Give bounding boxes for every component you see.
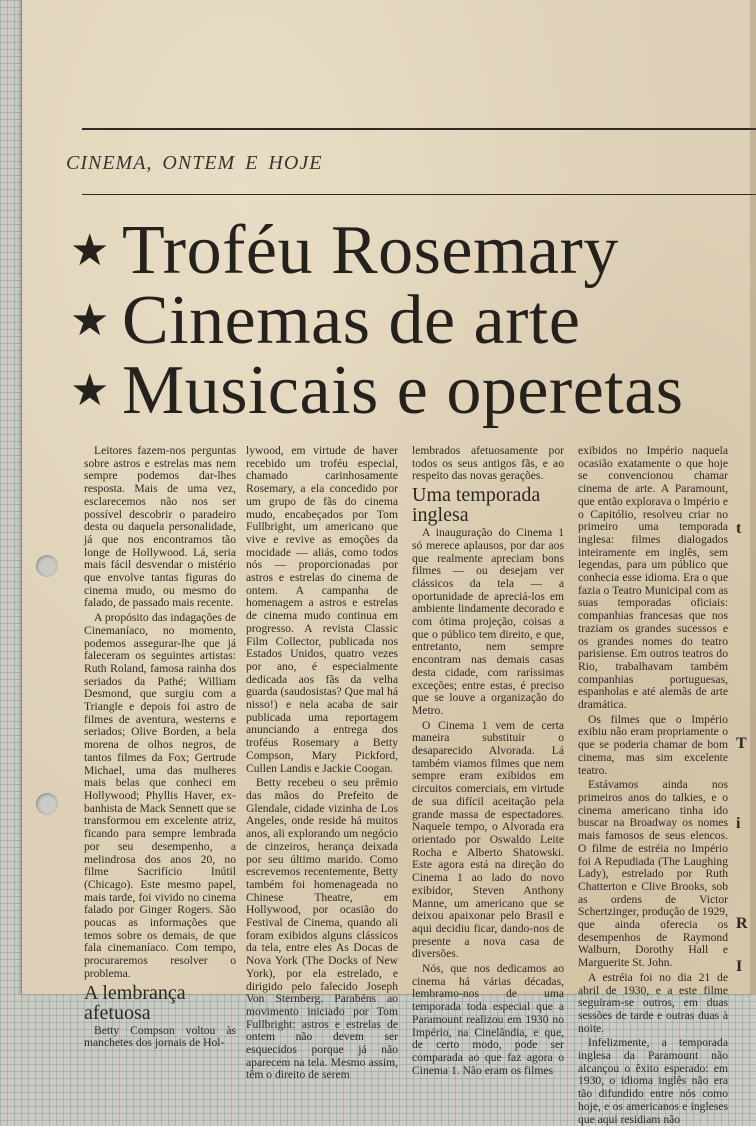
adjacent-column-fragment: t <box>736 520 742 537</box>
paragraph: lywood, em virtude de haver recebido um troféu especial, chamado carinhosamente Rosemary, a ela concedido por um grupo de fãs do cinema mudo, encabeçados por Tom Fullbright, um americano que vive e revive as emoções da mocidade — aliás, como todos nós — proporcionadas por astros e estrelas do cinema de ontem. A campanha de homenagem a astros e estrelas de cinema mudo continua em progresso. A revista Classic Film Collector, publicada nos Estados Unidos, quatro vezes por ano, é especialmente dedicada aos fãs da velha guarda (saudosistas? Que mal há nisso!) e nela acaba de sair publicada uma reportagem anunciando a entrega dos troféus Rosemary a Betty Compson, Mary Pickford, Cullen Landis e Jackie Coogan. <box>246 444 398 775</box>
paragraph: Nós, que nos dedicamos ao cinema há várias décadas, lembramo-nos de uma temporada toda especial que a Paramount realizou em 1930 no Império, na Cinelândia, e que, de certo modo, pode ser comparada ao que faz agora o Cinema 1. Não eram os filmes <box>412 962 564 1077</box>
subheading: Uma temporada inglesa <box>412 484 541 527</box>
section-rule <box>82 194 756 195</box>
paragraph: O Cinema 1 vem de certa maneira substituir o desaparecido Alvorada. Lá também viamos filmes que nem sempre eram exibidos em circuitos comerciais, em virtude de sua difícil aceitação pela grande massa de espectadores. Naquele tempo, o Alvorada era orientado por Oswaldo Leite Rocha e Alberto Shatowski. Este agora está na direção do Cinema 1 ao lado do novo exibidor, Steven Anthony Manne, um americano que se deixou apaixonar pelo Brasil e aqui decidiu ficar, dando-nos de presente a nova casa de diversões. <box>412 718 564 961</box>
paragraph: Estávamos ainda nos primeiros anos do talkies, e o cinema americano tinha ido buscar na Broadway os nomes mais famosos de seus elencos. O filme de estréia no Império foi A Repudiada (The Laughing Lady), estrelado por Ruth Chatterton e Clive Brooks, sob as ordens de Victor Schertzinger, produção de 1929, que ainda oferecia os desempenhos de Raymond Walburn, Dorothy Hall e Marguerite St. John. <box>578 778 728 970</box>
section-title: CINEMA, ONTEM E HOJE <box>66 152 323 174</box>
headline-2 <box>70 282 581 359</box>
paragraph: lembrados afetuosamente por todos os seus antigos fãs, e ao respeito das novas gerações. <box>412 444 564 483</box>
headline-3-text: Musicais e operetas <box>122 352 684 429</box>
adjacent-column-fragment: T <box>736 735 747 752</box>
star-icon: ★ <box>70 295 110 345</box>
headline-3 <box>70 352 684 429</box>
headline-2-text: Cinemas de arte <box>122 282 581 359</box>
column-4 <box>578 444 728 1126</box>
paragraph: Betty Compson voltou às manchetes dos jornais de Hol- <box>84 1023 236 1050</box>
page-fold-edge <box>750 0 756 994</box>
star-icon: ★ <box>70 365 110 415</box>
subheading: A lembrança afetuosa <box>84 981 186 1024</box>
column-1 <box>84 444 236 1050</box>
adjacent-column-fragment: I <box>736 958 743 975</box>
paragraph: A inauguração do Cinema 1 só merece aplausos, por dar aos que realmente apreciam bons filmes — ou desejam ver clássicos da tela — a oportunidade de apreciá-los em ambiente lindamente decorado e com ótima projeção, coisas a que o público tem direito, e que, entretanto, nem sempre encontram nas demais casas desta cidade, com raríssimas exceções; entre estas, é preciso que se louve a organização do Metro. <box>412 526 564 717</box>
paragraph: A estréia foi no dia 21 de abril de 1930, e a este filme seguiram-se outros, em duas sessões de tarde e outras duas à noite. <box>578 970 728 1035</box>
paragraph: Betty recebeu o seu prêmio das mãos do Prefeito de Glendale, cidade vizinha de Los Angeles, onde reside há muitos anos, ali explorando um negócio de cinzeiros, herança deixada por seu último marido. Como escrevemos recentemente, Betty também foi homenageada no Chinese Theatre, em Hollywood, por ocasião do Festival de Cinema, quando ali foram exibidos alguns clássicos da tela, entre eles As Docas de Nova York (The Docks of New York), por ela estrelado, e dirigido pelo falecido Joseph Von Sternberg. Parabéns ao movimento iniciado por Tom Fullbright: astros e estrelas de ontem não devem ser esquecidos porque já não aparecem na tela. Mesmo assim, têm o direito de serem <box>246 776 398 1082</box>
binder-hole <box>36 555 58 577</box>
top-rule <box>82 128 756 130</box>
paragraph: exibidos no Império naquela ocasião exatamente o que hoje se convencionou chamar cinema de arte. A Paramount, que então explorava o Império e o Capitólio, resolveu criar no primeiro uma temporada inglesa: filmes dialogados inteiramente em inglês, sem legendas, para um público que conhecia esse idioma. Era o que fazia o Teatro Municipal com as suas temporadas oficiais: companhias francesas que nos traziam os grandes sucessos e os grandes nomes do teatro parisiense. Em outros teatros do Rio, trabalhavam também companhias portuguesas, espanholas e até alemãs de arte dramática. <box>578 444 728 712</box>
star-icon: ★ <box>70 225 110 275</box>
paragraph: A propósito das indagações de Cinemaníaco, no momento, podemos assegurar-lhe que já faleceram os seguintes artistas: Ruth Roland, famosa rainha dos seriados da Pathé; William Desmond, que surgiu com a Triangle e depois foi astro de filmes de aventura, westerns e seriados; Olive Borden, a bela morena de olhos negros, de tantos filmes da Fox; Gertrude Michael, uma das mulheres mais belas que conheci em Hollywood; Phyllis Haver, ex-banhista de Mack Sennett que se transformou em excelente atriz, ficando para sempre lembrada por seu desempenho, a melindrosa dos anos 20, no filme Sacrifício Inútil (Chicago). Este mesmo papel, mais tarde, foi vivido no cinema falado por Ginger Rogers. São poucas as informações que temos sobre os demais, de que fala cinemaníaco. Com tempo, procuraremos resolver o problema. <box>84 611 236 980</box>
column-3 <box>412 444 564 1077</box>
paragraph: Infelizmente, a temporada inglesa da Paramount não alcançou o êxito esperado: em 1930, o idioma inglês não era tão difundido entre nós como hoje, e os americanos e ingleses que aqui residiam não <box>578 1036 728 1126</box>
adjacent-column-fragment: i <box>736 815 741 832</box>
binder-hole <box>36 793 58 815</box>
headline-1-text: Troféu Rosemary <box>122 212 619 289</box>
paragraph: Leitores fazem-nos perguntas sobre astros e estrelas mas nem sempre podemos dar-lhes resposta. Mais de uma vez, esclarecemos não nos ser possível descobrir o paradeiro desta ou daquela personalidade, já que nos encontramos tão longe de Hollywood. Lá, seria mais fácil desvendar o mistério que envolve tantas figuras do cinema mudo, ou mesmo do falado, de passado mais recente. <box>84 444 236 610</box>
paragraph: Os filmes que o Império exibiu não eram propriamente o que se poderia chamar de bom cinema, mas sim excelente teatro. <box>578 712 728 777</box>
headline-1 <box>70 212 619 289</box>
adjacent-column-fragment: R <box>736 915 748 932</box>
column-2 <box>246 444 398 1082</box>
